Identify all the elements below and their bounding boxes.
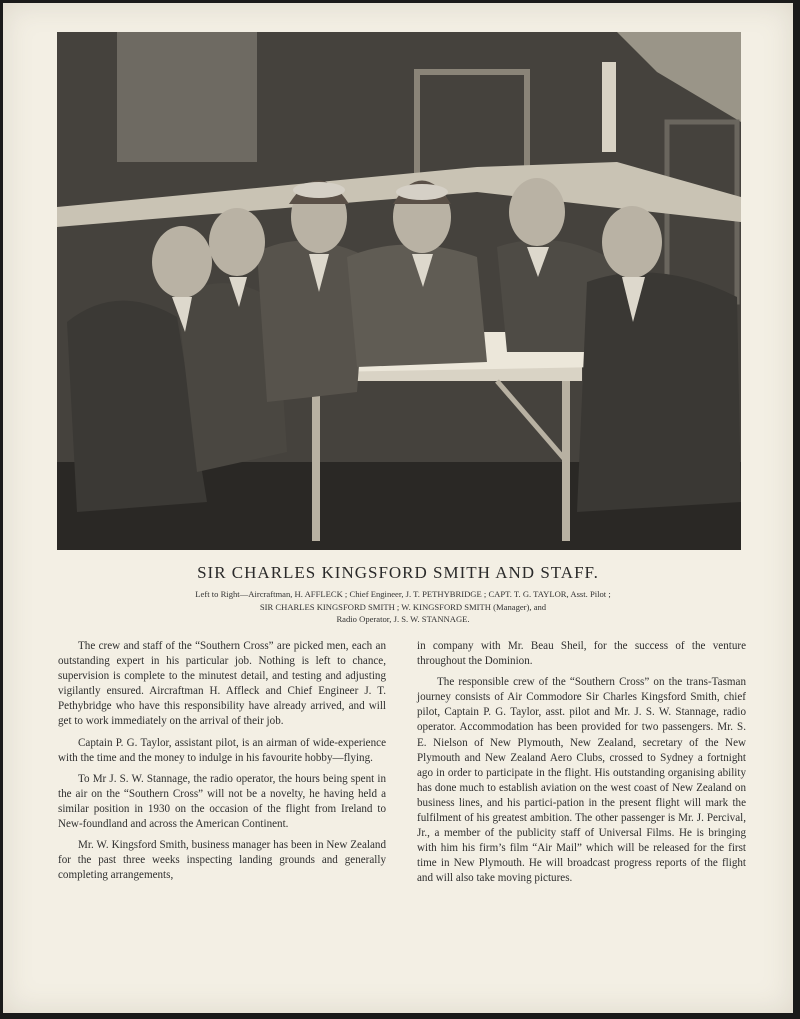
- article-paragraph: The crew and staff of the “Southern Cross” are picked men, each an outstanding expert in his particular job. Nothing is left to chance, supervision is complete to the minutest detail, and testing and adjusting vigilantly ensured. Aircraftman H. Affleck and Chief Engineer J. T. Pethybridge who have this responsibility have already arrived, and will get to work immediately on the arrival of their job.: [58, 640, 386, 728]
- article-paragraph: Mr. W. Kingsford Smith, business manager has been in New Zealand for the past three weeks inspecting landing grounds and generally completing arrangements,: [58, 839, 386, 882]
- caption-line: Left to Right—Aircraftman, H. AFFLECK ; Chief Engineer, J. T. PETHYBRIDGE ; CAPT. T. G. TAYLOR, Asst. Pilot ;: [195, 589, 611, 599]
- article-paragraph: Captain P. G. Taylor, assistant pilot, is an airman of wide-experience with the time and the money to indulge in his favourite hobby—flying.: [58, 736, 386, 764]
- article-paragraph: The responsible crew of the “Southern Cross” on the trans-Tasman journey consists of Air Commodore Sir Charles Kingsford Smith, chief pilot, Captain P. G. Taylor, asst. pilot and Mr. J. S. W. Stannage, radio operator. Accommodation has been provided for two passengers. Mr. S. E. Nielson of New Plymouth, New Zealand, secretary of the New Plymouth and New Zealand Aero Clubs, crossed to Sydney a fortnight ago in order to participate in the flight. His outstanding organising ability has done much to establish aviation on the west coast of New Zealand on business lines, and his partici-pation in the present flight will mark the fulfilment of his greatest ambition. The other passenger is Mr. J. Percival, Jr., a member of the publicity staff of Universal Films. He is bringing with him his firm’s film “Air Mail” which will be released for the first time in New Plymouth. He will broadcast progress reports of the flight and will also take moving pictures.: [417, 676, 746, 885]
- caption-line: Radio Operator, J. S. W. STANNAGE.: [336, 614, 470, 624]
- caption-line: SIR CHARLES KINGSFORD SMITH ; W. KINGSFORD SMITH (Manager), and: [259, 601, 547, 612]
- magazine-page: [3, 3, 793, 1013]
- photo-caption-title: SIR CHARLES KINGSFORD SMITH AND STAFF.: [197, 563, 599, 582]
- group-photo-image: [57, 32, 741, 550]
- article-paragraph: To Mr J. S. W. Stannage, the radio operator, the hours being spent in the air on the “Southern Cross” will not be a novelty, he having held a similar position in 1930 on the occasion of the flight from Ireland to New-foundland and across the American Continent.: [58, 772, 386, 831]
- article-column-left: [58, 639, 386, 889]
- article-paragraph-continued: in company with Mr. Beau Sheil, for the success of the venture throughout the Dominion.: [417, 640, 746, 668]
- article-column-right: [417, 639, 746, 893]
- photo-caption-names: [103, 588, 703, 626]
- photo-illustration: [57, 32, 741, 550]
